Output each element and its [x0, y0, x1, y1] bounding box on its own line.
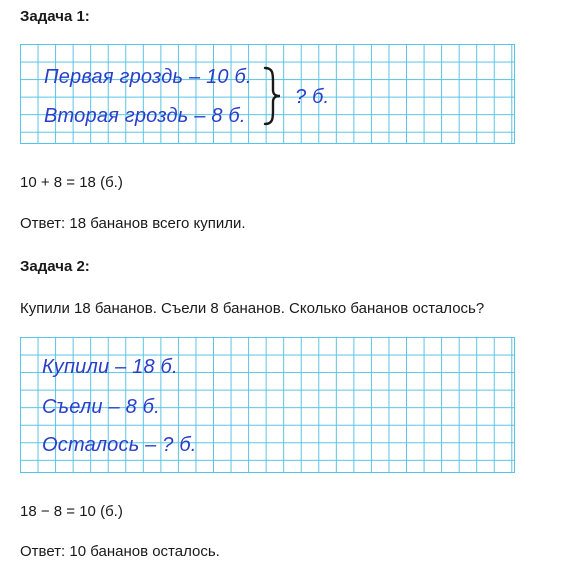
task2-note-line-3: Осталось – ? б. — [42, 434, 197, 456]
task1-note-line-2: Вторая гроздь – 8 б. — [44, 105, 246, 127]
task2-answer: Ответ: 10 бананов осталось. — [20, 543, 220, 560]
task1-solution: 10 + 8 = 18 (б.) — [20, 174, 123, 191]
task2-note-line-1: Купили – 18 б. — [42, 356, 178, 378]
task2-note-line-2: Съели – 8 б. — [42, 396, 160, 418]
task2-condition: Купили 18 бананов. Съели 8 бананов. Сколько бананов осталось? — [20, 300, 485, 317]
task2-solution: 18 − 8 = 10 (б.) — [20, 503, 123, 520]
task1-heading: Задача 1: — [20, 8, 90, 25]
task1-note-line-1: Первая гроздь – 10 б. — [44, 66, 252, 88]
curly-brace-icon — [261, 66, 283, 126]
task1-note-question: ? б. — [295, 86, 330, 108]
task1-notebook-grid — [20, 44, 515, 144]
task1-answer: Ответ: 18 бананов всего купили. — [20, 215, 246, 232]
task2-notebook-grid — [20, 337, 515, 473]
task2-heading: Задача 2: — [20, 258, 90, 275]
